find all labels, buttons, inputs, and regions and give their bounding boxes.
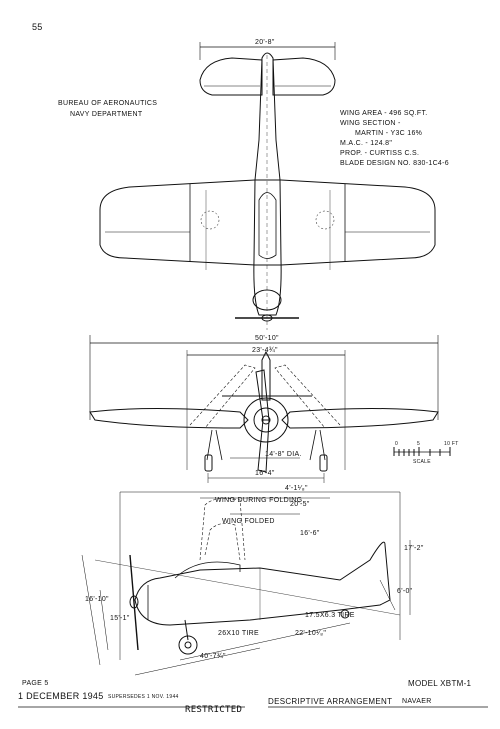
- spec-wing-area: WING AREA - 496 SQ.FT.: [340, 110, 428, 117]
- spec-mac: M.A.C. - 124.8": [340, 140, 393, 147]
- spec-blade: BLADE DESIGN NO. 830-1C4-6: [340, 160, 449, 167]
- dim-h4: 17'-2": [404, 545, 424, 552]
- footer-org: NAVAER: [402, 698, 432, 705]
- dim-len1: 16'-10": [85, 596, 109, 603]
- scale-bar: [394, 447, 450, 456]
- dim-len3: 22'-10¹⁄₈": [295, 630, 327, 637]
- bureau-line-2: NAVY DEPARTMENT: [70, 111, 143, 118]
- page-number-top: 55: [32, 22, 43, 32]
- bureau-line-1: BUREAU OF AERONAUTICS: [58, 100, 158, 107]
- scale-ten: 10 FT: [444, 441, 459, 447]
- scale-zero: 0: [395, 441, 399, 447]
- footer-supersedes: SUPERSEDES 1 NOV. 1944: [108, 694, 179, 700]
- label-tire-main: 26X10 TIRE: [218, 630, 260, 637]
- label-wing-during-folding: WING DURING FOLDING: [215, 497, 303, 504]
- dim-tail-span: 20'-8": [255, 39, 275, 46]
- dim-folded-span: 23'-4¾": [252, 347, 278, 354]
- dim-h3: 16'-6": [300, 530, 320, 537]
- dim-span: 50'-10": [255, 335, 279, 342]
- footer-title: DESCRIPTIVE ARRANGEMENT: [268, 697, 393, 706]
- dim-gear-track: 16'-4": [255, 470, 275, 477]
- dim-len2: 15'-1": [110, 615, 130, 622]
- scale-label: SCALE: [413, 459, 431, 465]
- dim-h2: 20'-5": [290, 501, 310, 508]
- footer-model: MODEL XBTM-1: [408, 679, 472, 688]
- top-view: [100, 42, 435, 330]
- spec-airfoil: MARTIN - Y3C 16%: [355, 130, 423, 137]
- front-view: [90, 335, 438, 483]
- dim-h1: 4'-1¹⁄₈": [285, 485, 308, 492]
- footer-page: PAGE 5: [22, 680, 49, 687]
- footer-restricted: RESTRICTED: [185, 705, 243, 715]
- label-tire-tail: 17.5X6.3 TIRE: [305, 612, 355, 619]
- spec-wing-section: WING SECTION -: [340, 120, 401, 127]
- spec-prop: PROP. - CURTISS C.S.: [340, 150, 420, 157]
- dim-len4: 40'-7¾": [200, 653, 226, 660]
- dim-prop-dia: 14'-8" DIA.: [265, 451, 302, 458]
- label-wing-folded: WING FOLDED: [222, 518, 275, 525]
- scale-five: 5: [417, 441, 421, 447]
- footer-date: 1 DECEMBER 1945: [18, 691, 104, 701]
- dim-h5: 6'-0": [397, 588, 413, 595]
